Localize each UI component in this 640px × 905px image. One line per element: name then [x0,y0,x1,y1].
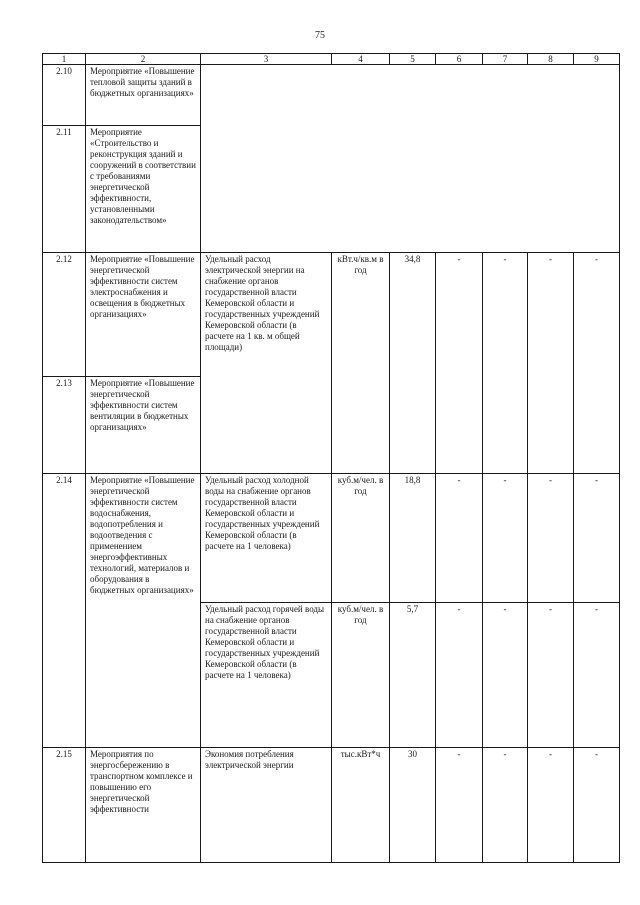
row-number: 2.10 [43,65,86,126]
header-cell: 2 [86,54,201,65]
target-cell: - [574,748,620,863]
row-number: 2.13 [43,377,86,474]
row-number: 2.11 [43,126,86,253]
target-cell: - [483,253,528,474]
header-cell: 7 [483,54,528,65]
row-number: 2.15 [43,748,86,863]
measure-name: Мероприятие «Повышение тепловой защиты зданий в бюджетных организациях» [86,65,201,126]
row-number: 2.14 [43,474,86,748]
target-cell: - [574,603,620,748]
target-cell: - [574,253,620,474]
header-cell: 9 [574,54,620,65]
header-cell: 8 [528,54,574,65]
measure-name: Мероприятие «Повышение энергетической эффективности систем водоснабжения, водопотребления и водоотведения с применением энергоэффективных технологий, материалов и оборудования в бюджетных организациях» [86,474,201,748]
header-row [43,54,620,65]
target-cell: - [436,748,483,863]
target-cell: - [483,603,528,748]
indicator-cell: Удельный расход холодной воды на снабжение органов государственной власти Кемеровской области и государственных учреждений Кемеровской области (в расчете на 1 человека) [201,474,332,603]
unit-cell: тыс.кВт*ч [332,748,390,863]
empty-block [201,65,620,253]
value-cell: 18,8 [390,474,436,603]
page-number: 75 [315,30,325,41]
table-row [43,474,620,603]
row-number: 2.12 [43,253,86,377]
target-cell: - [436,603,483,748]
value-cell: 34,8 [390,253,436,474]
table-row [43,253,620,377]
target-cell: - [436,474,483,603]
measure-name: Мероприятия по энергосбережению в транспортном комплексе и повышению его энергетической эффективности [86,748,201,863]
indicator-cell: Удельный расход электрической энергии на снабжение органов государственной власти Кемеровской области и государственных учреждений Кемеровской области (в расчете на 1 кв. м общей площади) [201,253,332,474]
header-cell: 3 [201,54,332,65]
unit-cell: кВт.ч/кв.м в год [332,253,390,474]
header-cell: 5 [390,54,436,65]
target-cell: - [483,474,528,603]
table-row [43,65,620,126]
indicator-cell: Экономия потребления электрической энергии [201,748,332,863]
measures-table [42,53,620,863]
measure-name: Мероприятие «Повышение энергетической эффективности систем вентиляции в бюджетных организациях» [86,377,201,474]
header-cell: 4 [332,54,390,65]
target-cell: - [528,603,574,748]
target-cell: - [528,474,574,603]
value-cell: 30 [390,748,436,863]
target-cell: - [528,253,574,474]
target-cell: - [483,748,528,863]
value-cell: 5,7 [390,603,436,748]
target-cell: - [574,474,620,603]
measure-name: Мероприятие «Строительство и реконструкция зданий и сооружений в соответствии с требованиями энергетической эффективности, установленными законодательством» [86,126,201,253]
unit-cell: куб.м/чел. в год [332,603,390,748]
table-row [43,748,620,863]
header-cell: 6 [436,54,483,65]
target-cell: - [528,748,574,863]
target-cell: - [436,253,483,474]
unit-cell: куб.м/чел. в год [332,474,390,603]
header-cell: 1 [43,54,86,65]
indicator-cell: Удельный расход горячей воды на снабжение органов государственной власти Кемеровской области и государственных учреждений Кемеровской области (в расчете на 1 человека) [201,603,332,748]
measure-name: Мероприятие «Повышение энергетической эффективности систем электроснабжения и освещения в бюджетных организациях» [86,253,201,377]
